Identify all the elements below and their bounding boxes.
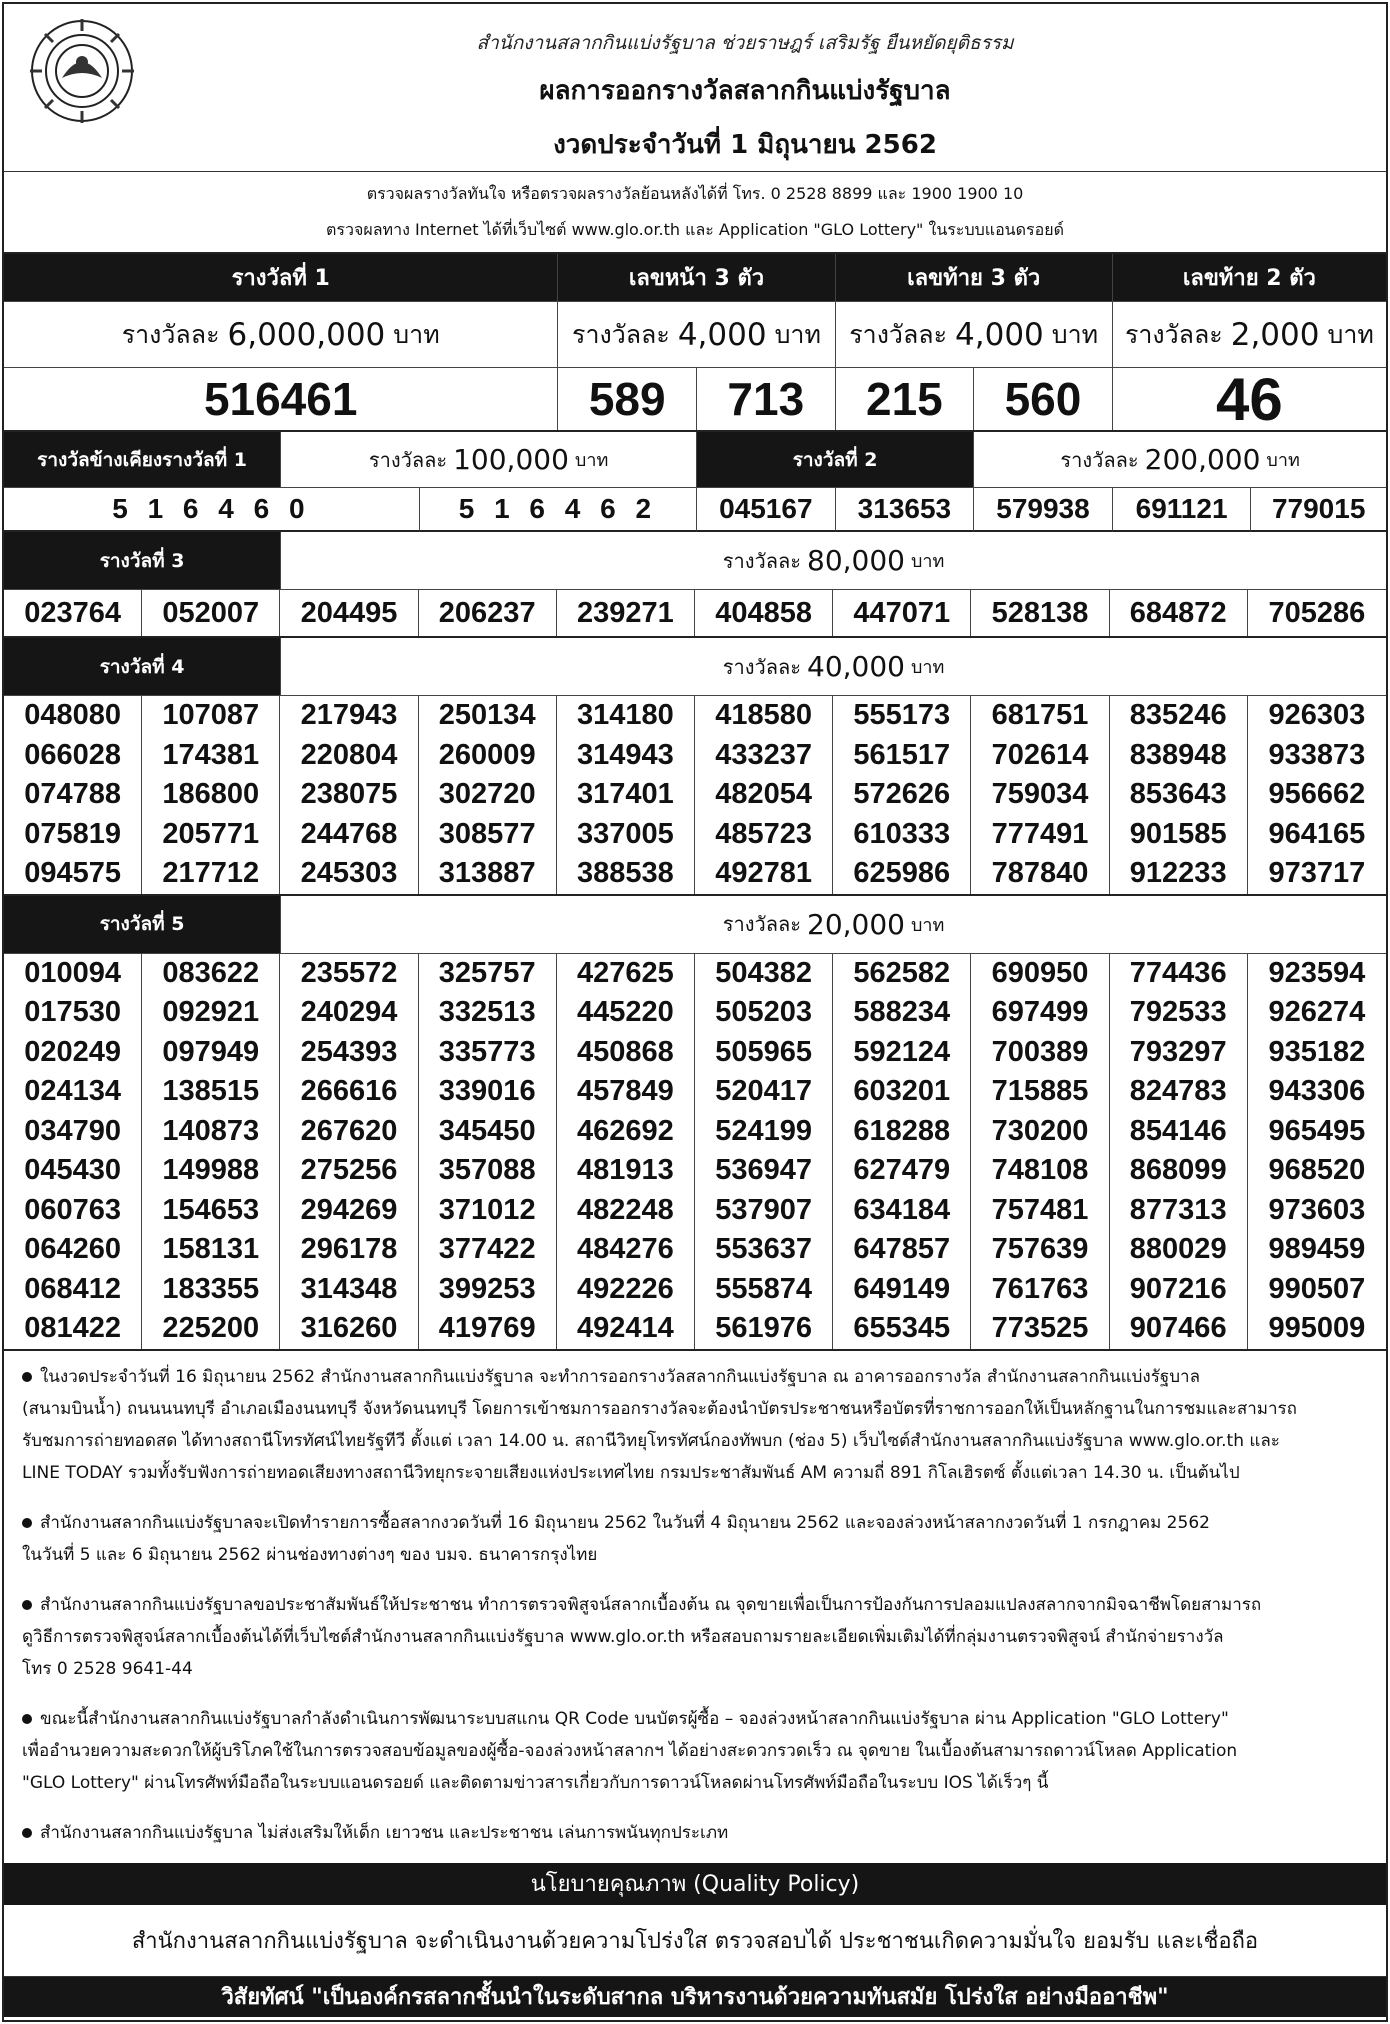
- prize-number: 933873: [1268, 738, 1366, 771]
- prize-number: 907466: [1110, 1309, 1248, 1349]
- prize-number: 314180: [557, 696, 695, 736]
- bullet-icon: [22, 1518, 32, 1528]
- note-line: สำนักงานสลากกินแบ่งรัฐบาลจะเปิดทำรายการซื้อสลากงวดวันที่ 16 มิถุนายน 2562 ในวันที่ 4 มิถุนายน 2562 และจองล่วงหน้าสลากงวดวันที่ 1 กรกฎาคม 2562: [22, 1507, 1368, 1539]
- prize-number: 325757: [419, 954, 557, 994]
- prize-number: 296178: [280, 1230, 418, 1270]
- prize-number: 973603: [1268, 1193, 1366, 1226]
- prize-number: 757481: [971, 1191, 1109, 1231]
- prize-number: 445220: [557, 993, 695, 1033]
- prize-number: 399253: [419, 1270, 557, 1310]
- note-line: โทร 0 2528 9641-44: [22, 1658, 193, 1679]
- note-item: [22, 1703, 1368, 1799]
- note-line: เพื่ออำนวยความสะดวกให้ผู้บริโภคใช้ในการตรวจสอบข้อมูลของผู้ซื้อ-จองล่วงหน้าสลากฯ ได้อย่างสะดวกรวดเร็ว ณ จุดขาย ในเบื้องต้นสามารถดาวน์โหลด Application: [22, 1740, 1238, 1761]
- prize-number: 964165: [1268, 817, 1366, 850]
- prize-number: 238075: [280, 775, 418, 815]
- third-prize-header: [4, 532, 1386, 590]
- prize-number: 484276: [557, 1230, 695, 1270]
- prize-number: 447071: [833, 590, 971, 636]
- prize-number: 838948: [1110, 736, 1248, 776]
- prize-number: 912233: [1110, 854, 1248, 894]
- prize-number: 308577: [419, 815, 557, 855]
- prize-number: 774436: [1110, 954, 1248, 994]
- prize-number: 684872: [1110, 590, 1248, 636]
- prize-number: 995009: [1268, 1312, 1366, 1345]
- contact-phone: ตรวจผลรางวัลทันใจ หรือตรวจผลรางวัลย้อนหลังได้ที่ โทร. 0 2528 8899 และ 1900 1900 10: [366, 184, 1024, 203]
- prize-number: 245303: [280, 854, 418, 894]
- prize-number: 205771: [142, 815, 280, 855]
- front3-number: 589: [558, 368, 697, 430]
- quality-policy-title: นโยบายคุณภาพ (Quality Policy): [4, 1863, 1386, 1905]
- prize-number: 482054: [695, 775, 833, 815]
- prize-number: 052007: [142, 590, 280, 636]
- prize-number: 239271: [557, 590, 695, 636]
- prize-number: 107087: [142, 696, 280, 736]
- prize-number: 926274: [1268, 996, 1366, 1029]
- prize-number: 990507: [1268, 1272, 1366, 1305]
- prize-number: 244768: [280, 815, 418, 855]
- prize-number: 020249: [4, 1033, 142, 1073]
- prize-number: 572626: [833, 775, 971, 815]
- note-item: [22, 1361, 1368, 1489]
- front3-number: 713: [697, 368, 836, 430]
- prize-number: 314348: [280, 1270, 418, 1310]
- prize-number: 647857: [833, 1230, 971, 1270]
- prize-number: 681751: [971, 696, 1109, 736]
- first-prize-number: 516461: [4, 368, 558, 430]
- prize-number: 562582: [833, 954, 971, 994]
- note-line: สำนักงานสลากกินแบ่งรัฐบาล ไม่ส่งเสริมให้เด็ก เยาวชน และประชาชน เล่นการพนันทุกประเภท: [22, 1817, 1368, 1849]
- prize-number: 968520: [1268, 1154, 1366, 1187]
- third-prize-numbers: [4, 590, 1386, 638]
- bullet-icon: [22, 1600, 32, 1610]
- prize-number: 649149: [833, 1270, 971, 1310]
- prize-number: 553637: [695, 1230, 833, 1270]
- prize-number: 481913: [557, 1151, 695, 1191]
- top-prize-headers: [4, 254, 1386, 302]
- second-prize-number: 313653: [836, 488, 975, 532]
- prize-number: 853643: [1110, 775, 1248, 815]
- prize-number: 217943: [280, 696, 418, 736]
- note-line: ในงวดประจำวันที่ 16 มิถุนายน 2562 สำนักงานสลากกินแบ่งรัฐบาล จะทำการออกรางวัลสลากกินแบ่งรัฐบาล ณ อาคารออกรางวัล สำนักงานสลากกินแบ่งรัฐบาล: [22, 1361, 1368, 1393]
- prize-number: 505203: [695, 993, 833, 1033]
- fifth-prize-header: [4, 896, 1386, 954]
- last2-amount: รางวัลละ 2,000 บาท: [1113, 302, 1386, 368]
- last3-label: เลขท้าย 3 ตัว: [836, 254, 1113, 302]
- second-prize-number: 779015: [1251, 488, 1386, 532]
- prize-number: 561976: [695, 1309, 833, 1349]
- prize-number: 064260: [4, 1230, 142, 1270]
- bullet-icon: [22, 1714, 32, 1724]
- prize-number: 923594: [1268, 956, 1366, 989]
- note-line: ขณะนี้สำนักงานสลากกินแบ่งรัฐบาลกำลังดำเนินการพัฒนาระบบสแกน QR Code บนบัตรผู้ซื้อ – จองล่วงหน้าสลากกินแบ่งรัฐบาล ผ่าน Application "GLO Lottery": [22, 1703, 1368, 1735]
- prize-number: 935182: [1268, 1035, 1366, 1068]
- prize-number: 313887: [419, 854, 557, 894]
- prize-number: 235572: [280, 954, 418, 994]
- prize-number: 357088: [419, 1151, 557, 1191]
- prize-number: 010094: [4, 954, 142, 994]
- prize-number: 081422: [4, 1309, 142, 1349]
- prize-number: 588234: [833, 993, 971, 1033]
- prize-number: 339016: [419, 1072, 557, 1112]
- header-slogan: สำนักงานสลากกินแบ่งรัฐบาล ช่วยราษฎร์ เสริมรัฐ ยืนหยัดยุติธรรม: [476, 32, 1014, 54]
- prize-number: 773525: [971, 1309, 1109, 1349]
- prize-number: 419769: [419, 1309, 557, 1349]
- prize-number: 907216: [1110, 1270, 1248, 1310]
- prize-number: 625986: [833, 854, 971, 894]
- prize-number: 388538: [557, 854, 695, 894]
- prize-number: 294269: [280, 1191, 418, 1231]
- last2-label: เลขท้าย 2 ตัว: [1113, 254, 1386, 302]
- second-prize-number: 691121: [1113, 488, 1252, 532]
- prize-number: 777491: [971, 815, 1109, 855]
- prize-number: 705286: [1268, 596, 1366, 629]
- prize-number: 524199: [695, 1112, 833, 1152]
- prize-number: 418580: [695, 696, 833, 736]
- contact-web: ตรวจผลทาง Internet ได้ที่เว็บไซต์ www.glo.or.th และ Application "GLO Lottery" ในระบบแอนดรอยด์: [326, 220, 1064, 239]
- prize-number: 697499: [971, 993, 1109, 1033]
- prize-number: 345450: [419, 1112, 557, 1152]
- prize-number: 154653: [142, 1191, 280, 1231]
- prize-number: 655345: [833, 1309, 971, 1349]
- near-second-numbers: [4, 488, 1386, 532]
- prize-number: 335773: [419, 1033, 557, 1073]
- prize-number: 138515: [142, 1072, 280, 1112]
- prize-number: 371012: [419, 1191, 557, 1231]
- prize-number: 204495: [280, 590, 418, 636]
- prize-number: 482248: [557, 1191, 695, 1231]
- near-first-amount: รางวัลละ 100,000 บาท: [281, 432, 697, 488]
- bullet-icon: [22, 1828, 32, 1838]
- prize-number: 094575: [4, 854, 142, 894]
- prize-number: 149988: [142, 1151, 280, 1191]
- fourth-prize-label: รางวัลที่ 4: [4, 638, 281, 696]
- prize-number: 083622: [142, 954, 280, 994]
- bullet-icon: [22, 1372, 32, 1382]
- prize-number: 627479: [833, 1151, 971, 1191]
- prize-number: 610333: [833, 815, 971, 855]
- prize-number: 965495: [1268, 1114, 1366, 1147]
- prize-number: 877313: [1110, 1191, 1248, 1231]
- prize-number: 555173: [833, 696, 971, 736]
- prize-number: 186800: [142, 775, 280, 815]
- draw-date: งวดประจำวันที่ 1 มิถุนายน 2562: [553, 130, 937, 160]
- first-prize-label: รางวัลที่ 1: [4, 254, 558, 302]
- note-item: [22, 1589, 1368, 1685]
- last3-number: 215: [836, 368, 975, 430]
- prize-number: 267620: [280, 1112, 418, 1152]
- vision-statement: วิสัยทัศน์ "เป็นองค์กรสลากชั้นนำในระดับสากล บริหารงานด้วยความทันสมัย โปร่งใส อย่างมืออาชีพ": [4, 1977, 1386, 2017]
- prize-number: 759034: [971, 775, 1109, 815]
- prize-number: 603201: [833, 1072, 971, 1112]
- prize-number: 034790: [4, 1112, 142, 1152]
- fourth-prize-numbers: [4, 696, 1386, 896]
- prize-number: 074788: [4, 775, 142, 815]
- prize-number: 690950: [971, 954, 1109, 994]
- third-prize-label: รางวัลที่ 3: [4, 532, 281, 590]
- prize-number: 060763: [4, 1191, 142, 1231]
- prize-number: 854146: [1110, 1112, 1248, 1152]
- prize-number: 536947: [695, 1151, 833, 1191]
- prize-number: 793297: [1110, 1033, 1248, 1073]
- note-line: LINE TODAY รวมทั้งรับฟังการถ่ายทอดเสียงทางสถานีวิทยุกระจายเสียงแห่งประเทศไทย กรมประชาสัมพันธ์ AM ความถี่ 891 กิโลเฮิรตซ์ ตั้งแต่เวลา 14.30 น. เป็นต้นไป: [22, 1462, 1240, 1483]
- announcement-notes: [4, 1351, 1386, 1863]
- prize-number: 520417: [695, 1072, 833, 1112]
- note-line: ดูวิธีการตรวจพิสูจน์สลากเบื้องต้นได้ที่เว็บไซต์สำนักงานสลากกินแบ่งรัฐบาล www.glo.or.th หรือสอบถามรายละเอียดเพิ่มเติมได้ที่กลุ่มงานตรวจพิสูจน์ สำนักจ่ายรางวัล: [22, 1626, 1224, 1647]
- prize-number: 702614: [971, 736, 1109, 776]
- near-second-header: [4, 432, 1386, 488]
- prize-number: 792533: [1110, 993, 1248, 1033]
- prize-number: 730200: [971, 1112, 1109, 1152]
- prize-number: 266616: [280, 1072, 418, 1112]
- prize-number: 217712: [142, 854, 280, 894]
- prize-number: 868099: [1110, 1151, 1248, 1191]
- prize-number: 973717: [1268, 857, 1366, 890]
- prize-number: 561517: [833, 736, 971, 776]
- prize-number: 183355: [142, 1270, 280, 1310]
- prize-number: 225200: [142, 1309, 280, 1349]
- prize-number: 450868: [557, 1033, 695, 1073]
- last3-number: 560: [974, 368, 1113, 430]
- note-line: สำนักงานสลากกินแบ่งรัฐบาลขอประชาสัมพันธ์ให้ประชาชน ทำการตรวจพิสูจน์สลากเบื้องต้น ณ จุดขายเพื่อเป็นการป้องกันการปลอมแปลงสลากจากมิจฉาชีพโดยสามารถ: [22, 1589, 1368, 1621]
- prize-number: 956662: [1268, 778, 1366, 811]
- prize-number: 618288: [833, 1112, 971, 1152]
- front3-label: เลขหน้า 3 ตัว: [558, 254, 835, 302]
- top-prize-amounts: [4, 302, 1386, 368]
- prize-number: 332513: [419, 993, 557, 1033]
- fourth-prize-header: [4, 638, 1386, 696]
- fifth-prize-amount: รางวัลละ 20,000 บาท: [281, 896, 1386, 954]
- prize-number: 023764: [4, 590, 142, 636]
- prize-number: 045430: [4, 1151, 142, 1191]
- prize-number: 048080: [4, 696, 142, 736]
- prize-number: 024134: [4, 1072, 142, 1112]
- prize-number: 174381: [142, 736, 280, 776]
- second-prize-number: 045167: [697, 488, 836, 532]
- prize-number: 068412: [4, 1270, 142, 1310]
- lottery-result-sheet: [2, 2, 1388, 2022]
- fourth-prize-amount: รางวัลละ 40,000 บาท: [281, 638, 1386, 696]
- prize-number: 748108: [971, 1151, 1109, 1191]
- prize-number: 787840: [971, 854, 1109, 894]
- glo-seal-icon: [22, 16, 142, 126]
- fifth-prize-numbers: [4, 954, 1386, 1351]
- prize-number: 485723: [695, 815, 833, 855]
- note-item: [22, 1817, 1368, 1849]
- prize-number: 634184: [833, 1191, 971, 1231]
- prize-number: 537907: [695, 1191, 833, 1231]
- quality-policy-text: สำนักงานสลากกินแบ่งรัฐบาล จะดำเนินงานด้วยความโปร่งใส ตรวจสอบได้ ประชาชนเกิดความมั่นใจ ยอมรับ และเชื่อถือ: [4, 1905, 1386, 1977]
- prize-number: 158131: [142, 1230, 280, 1270]
- prize-number: 377422: [419, 1230, 557, 1270]
- prize-number: 092921: [142, 993, 280, 1033]
- third-prize-amount: รางวัลละ 80,000 บาท: [281, 532, 1386, 590]
- near-first-number: 5 1 6 4 6 2: [420, 488, 697, 532]
- prize-number: 555874: [695, 1270, 833, 1310]
- prize-number: 254393: [280, 1033, 418, 1073]
- header: [4, 4, 1386, 172]
- prize-number: 337005: [557, 815, 695, 855]
- last3-amount: รางวัลละ 4,000 บาท: [836, 302, 1113, 368]
- prize-number: 926303: [1268, 699, 1366, 732]
- top-prize-numbers: [4, 368, 1386, 432]
- prize-number: 427625: [557, 954, 695, 994]
- front3-amount: รางวัลละ 4,000 บาท: [558, 302, 835, 368]
- prize-number: 492414: [557, 1309, 695, 1349]
- prize-number: 880029: [1110, 1230, 1248, 1270]
- prize-number: 700389: [971, 1033, 1109, 1073]
- second-prize-number: 579938: [974, 488, 1113, 532]
- prize-number: 206237: [419, 590, 557, 636]
- note-line: "GLO Lottery" ผ่านโทรศัพท์มือถือในระบบแอนดรอยด์ และติดตามข่าวสารเกี่ยวกับการดาวน์โหลดผ่านโทรศัพท์มือถือในระบบ IOS ได้เร็วๆ นี้: [22, 1772, 1049, 1793]
- prize-number: 302720: [419, 775, 557, 815]
- prize-number: 492781: [695, 854, 833, 894]
- prize-number: 275256: [280, 1151, 418, 1191]
- prize-number: 140873: [142, 1112, 280, 1152]
- prize-number: 528138: [971, 590, 1109, 636]
- prize-number: 457849: [557, 1072, 695, 1112]
- note-line: ในวันที่ 5 และ 6 มิถุนายน 2562 ผ่านช่องทางต่างๆ ของ บมจ. ธนาคารกรุงไทย: [22, 1544, 598, 1565]
- last2-number: 46: [1215, 368, 1283, 430]
- prize-number: 220804: [280, 736, 418, 776]
- prize-number: 250134: [419, 696, 557, 736]
- prize-number: 075819: [4, 815, 142, 855]
- prize-number: 835246: [1110, 696, 1248, 736]
- note-line: (สนามบินน้ำ) ถนนนนทบุรี อำเภอเมืองนนทบุรี จังหวัดนนทบุรี โดยการเข้าชมการออกรางวัลจะต้องนำบัตรประชาชนหรือบัตรที่ราชการออกให้เป็นหลักฐานในการชมและสามารถ: [22, 1398, 1297, 1419]
- fifth-prize-label: รางวัลที่ 5: [4, 896, 281, 954]
- page-title: ผลการออกรางวัลสลากกินแบ่งรัฐบาล: [539, 76, 951, 106]
- prize-number: 433237: [695, 736, 833, 776]
- prize-number: 715885: [971, 1072, 1109, 1112]
- second-prize-label: รางวัลที่ 2: [697, 432, 974, 488]
- prize-number: 492226: [557, 1270, 695, 1310]
- prize-number: 017530: [4, 993, 142, 1033]
- prize-number: 066028: [4, 736, 142, 776]
- prize-number: 316260: [280, 1309, 418, 1349]
- near-first-number: 5 1 6 4 6 0: [4, 488, 420, 532]
- near-first-label: รางวัลข้างเคียงรางวัลที่ 1: [4, 432, 281, 488]
- prize-number: 097949: [142, 1033, 280, 1073]
- prize-number: 761763: [971, 1270, 1109, 1310]
- prize-number: 989459: [1268, 1233, 1366, 1266]
- prize-number: 901585: [1110, 815, 1248, 855]
- prize-number: 314943: [557, 736, 695, 776]
- prize-number: 404858: [695, 590, 833, 636]
- second-prize-amount: รางวัลละ 200,000 บาท: [974, 432, 1386, 488]
- prize-number: 260009: [419, 736, 557, 776]
- prize-number: 317401: [557, 775, 695, 815]
- note-line: รับชมการถ่ายทอดสด ได้ทางสถานีโทรทัศน์ไทยรัฐทีวี ตั้งแต่ เวลา 14.00 น. สถานีวิทยุโทรทัศน์กองทัพบก (ช่อง 5) เว็บไซต์สำนักงานสลากกินแบ่งรัฐบาล www.glo.or.th และ: [22, 1430, 1280, 1451]
- prize-number: 757639: [971, 1230, 1109, 1270]
- prize-number: 592124: [833, 1033, 971, 1073]
- prize-number: 943306: [1268, 1075, 1366, 1108]
- prize-number: 240294: [280, 993, 418, 1033]
- contact-info: [4, 176, 1386, 254]
- prize-number: 824783: [1110, 1072, 1248, 1112]
- prize-number: 504382: [695, 954, 833, 994]
- note-item: [22, 1507, 1368, 1571]
- first-prize-amount: รางวัลละ 6,000,000 บาท: [4, 302, 558, 368]
- prize-number: 462692: [557, 1112, 695, 1152]
- prize-number: 505965: [695, 1033, 833, 1073]
